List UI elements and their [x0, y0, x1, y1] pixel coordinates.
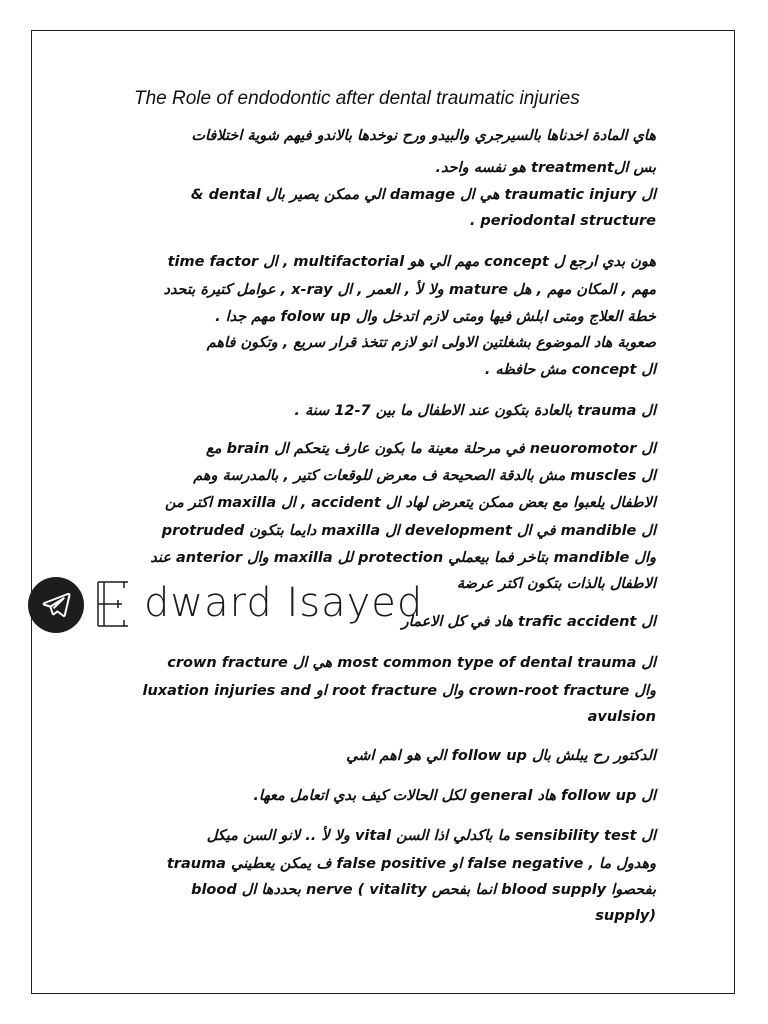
text-line: ال trafic accident هاد في كل الاعمار — [401, 614, 656, 630]
watermark-logo-icon — [94, 578, 134, 630]
text-line: هاي المادة اخدناها بالسيرجري والبيدو ورح نوخدها بالاندو فيهم شوية اختلافات — [191, 128, 656, 144]
text-line: وال mandible بتاخر فما بيعملي protection لل maxilla وال anterior عند — [150, 550, 656, 566]
text-line: ال sensibility test ما باكدلي اذا السن vital ولا لأ .. لانو السن ميكل — [206, 828, 656, 844]
text-line: ال mandible في ال development ال maxilla دايما بتكون protruded — [161, 523, 656, 539]
text-line: trauma ف يمكن يعطيني false positive او false negative , وهدول ما — [166, 856, 656, 872]
text-line: ال trauma بالعادة بتكون عند الاطفال ما بين 7-12 سنة . — [294, 403, 656, 419]
text-line: supply) — [595, 908, 656, 924]
text-line: صعوبة هاد الموضوع بشغلتين الاولى انو لازم تتخذ قرار سريع , وتكون فاهم — [206, 335, 656, 351]
text-line: وال crown-root fracture وال root fracture او luxation injuries and — [142, 683, 656, 699]
text-line: الاطفال يلعبوا مع بعض ممكن يتعرض لهاد ال accident , ال maxilla اكتر من — [164, 495, 656, 511]
telegram-button[interactable] — [28, 577, 84, 633]
text-line: ال traumatic injury هي ال damage الي ممكن يصير بال dental & — [190, 187, 656, 203]
text-line: avulsion — [587, 709, 656, 725]
text-line: ال follow up هاد general لكل الحالات كيف بدي اتعامل معها. — [253, 788, 656, 804]
text-line: ال muscles مش بالدقة الصحيحة ف معرض للوقعات كتير , بالمدرسة وهم — [193, 468, 656, 484]
telegram-icon — [41, 590, 71, 620]
text-line: خطة العلاج ومتى ابلش فيها ومتى لازم اتدخل وال folow up مهم جدا . — [215, 309, 656, 325]
text-line: الاطفال بالذات بتكون اكتر عرضة — [456, 576, 656, 592]
text-line: ال neuoromotor في مرحلة معينة ما بكون عارف يتحكم ال brain مع — [206, 441, 656, 457]
text-line: ال concept مش حافظه . — [484, 362, 656, 378]
text-line: بس الtreatment هو نفسه واحد. — [435, 160, 656, 176]
text-line: . periodontal structure — [469, 213, 656, 229]
watermark-text: dward Isayed — [144, 580, 424, 626]
text-line: الدكتور رح يبلش بال follow up الي هو اهم اشي — [346, 748, 656, 764]
watermark — [94, 576, 424, 632]
text-line: مهم , المكان مهم , هل mature ولا لأ , العمر , ال x-ray , عوامل كتيرة بتحدد — [163, 282, 656, 298]
text-line: ال most common type of dental trauma هي ال crown fracture — [167, 655, 656, 671]
text-line: بفحصوا blood supply انما بفحص nerve ( vitality بحددها ال blood — [191, 882, 656, 898]
document-title: The Role of endodontic after dental traumatic injuries — [134, 88, 580, 109]
text-line: هون بدي ارجع ل concept مهم الي هو multifactorial , ال time factor — [167, 254, 656, 270]
